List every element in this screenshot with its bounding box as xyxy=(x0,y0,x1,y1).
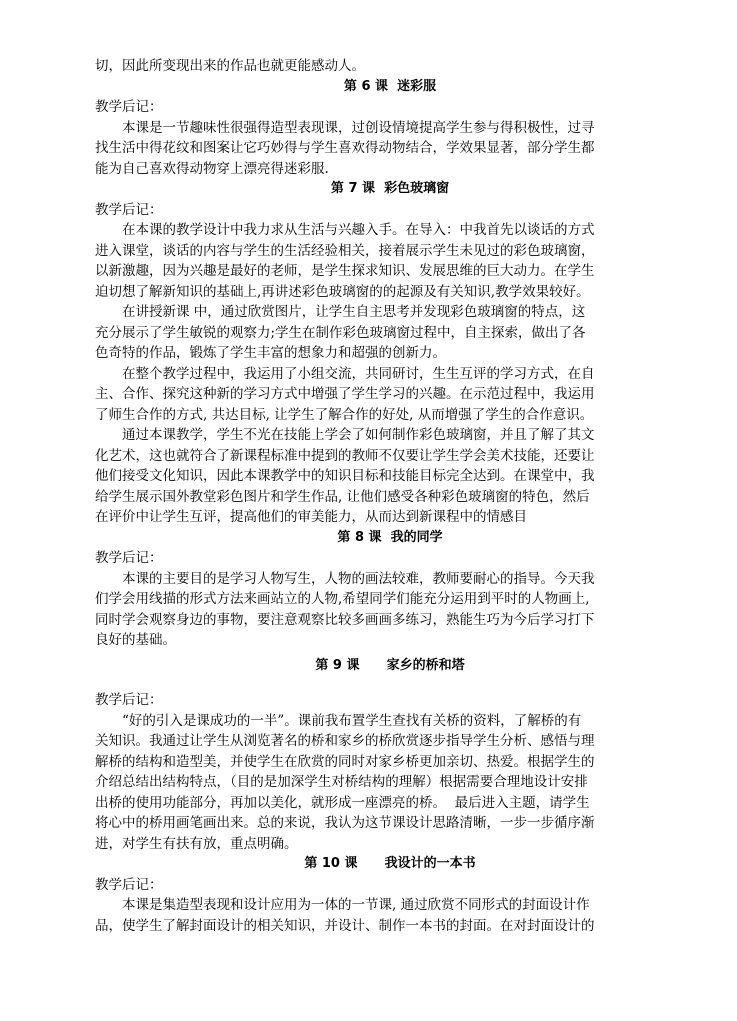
lesson-10-heading: 第 10 课 我设计的一本书 xyxy=(304,856,476,871)
blank-line xyxy=(95,676,685,690)
text-line: 找生活中得花纹和图案让它巧妙得与学生喜欢得动物结合，学效果显著，部分学生都 xyxy=(95,140,595,156)
text-line: 们学会用线描的形式方法来画站立的人物,希望同学们能充分运用到平时的人物画上, xyxy=(95,591,590,607)
text-line: 将心中的桥用画笔画出来。总的来说，我认为这节课设计思路清晰，一步一步循序渐 xyxy=(95,815,595,831)
text-line: 色奇特的作品，锻炼了学生丰富的想象力和超强的创新力。 xyxy=(95,345,446,361)
text-line: 同时学会观察身边的事物，要注意观察比较多画画多练习，熟能生巧为今后学习打下 xyxy=(95,611,595,628)
text-line: 主、合作、探究这种新的学习方式中增强了学生学习的兴趣。在示范过程中，我运用 xyxy=(95,386,595,402)
notes-label: 教学后记： xyxy=(95,692,163,708)
paragraph-first-line: 本课的主要目的是学习人物写生，人物的画法较难，教师要耐心的指导。今天我 xyxy=(122,570,595,587)
paragraph-first-line: 在讲授新课 中，通过欣赏图片，让学生自主思考并发现彩色玻璃窗的特点，这 xyxy=(122,304,586,320)
text-line: 介绍总结出结构特点，（目的是加深学生对桥结构的理解）根据需要合理地设计安排 xyxy=(95,774,588,790)
text-line: 了师生合作的方式, 共达目标, 让学生了解合作的好处, 从而增强了学生的合作意识。 xyxy=(95,406,594,423)
text-line: 关知识。我通过让学生从浏览著名的桥和家乡的桥欣赏逐步指导学生分析、感悟与理 xyxy=(95,733,595,749)
paragraph-first-line: 在整个教学过程中，我运用了小组交流，共同研讨，生生互评的学习方式，在自 xyxy=(122,365,595,382)
lesson-8-heading: 第 8 课 我的同学 xyxy=(337,529,443,545)
text-line: 迫切想了解新知识的基础上,再讲述彩色玻璃窗的的起源及有关知识,教学效果较好。 xyxy=(95,283,590,300)
paragraph-first-line: 在本课的教学设计中我力求从生活与兴趣入手。在导入：中我首先以谈话的方式 xyxy=(122,222,595,238)
paragraph-first-line: 本课是集造型表现和设计应用为一体的一节课, 通过欣赏不同形式的封面设计作 xyxy=(122,897,590,913)
text-line: 能为自己喜欢得动物穿上漂亮得迷彩服. xyxy=(95,160,329,177)
text-line: 以新激趣，因为兴趣是最好的老师，是学生探求知识、发展思维的巨大动力。在学生 xyxy=(95,263,595,279)
text-line: 解桥的结构和造型美，并使学生在欣赏的同时对家乡桥更加亲切、热爱。根据学生的 xyxy=(95,753,595,770)
text-line: 品，使学生了解封面设计的相关知识，并设计、制作一本书的封面。在对封面设计的 xyxy=(95,917,595,934)
text-line: 充分展示了学生敏锐的观察力;学生在制作彩色玻璃窗过程中，自主探索，做出了各 xyxy=(95,324,586,341)
text-line: 切，因此所变现出来的作品也就更能感动人。 xyxy=(95,58,365,74)
notes-label: 教学后记： xyxy=(95,876,163,893)
paragraph-first-line: 本课是一节趣味性很强得造型表现课，过创设情境提高学生参与得积极性，过寻 xyxy=(122,119,595,136)
lesson-7-heading: 第 7 课 彩色玻璃窗 xyxy=(330,181,450,196)
paragraph-first-line: “好的引入是课成功的一半”。课前我布置学生查找有关桥的资料，了解桥的有 xyxy=(122,712,582,729)
notes-label: 教学后记： xyxy=(95,550,163,566)
lesson-9-heading: 第 9 课 家乡的桥和塔 xyxy=(315,657,465,673)
text-line: 进，对学生有扶有放，重点明确。 xyxy=(95,835,298,852)
text-line: 良好的基础。 xyxy=(95,632,176,648)
notes-label: 教学后记： xyxy=(95,201,163,218)
text-line: 他们接受文化知识，因此本课教学中的知识目标和技能目标完全达到。在课堂中，我 xyxy=(95,468,595,484)
text-line: 在评价中让学生互评，提高他们的审美能力，从而达到新课程中的情感目 xyxy=(95,509,527,525)
lesson-6-heading: 第 6 课 迷彩服 xyxy=(343,78,437,94)
text-line: 给学生展示国外教堂彩色图片和学生作品, 让他们感受各种彩色玻璃窗的特色，然后 xyxy=(95,488,590,505)
document-page xyxy=(95,56,685,936)
text-line: 进入课堂，谈话的内容与学生的生活经验相关，接着展示学生未见过的彩色玻璃窗， xyxy=(95,242,595,259)
text-line: 化艺术，这也就符合了新课程标准中提到的教师不仅要让学生学会美术技能，还要让 xyxy=(95,447,595,464)
notes-label: 教学后记： xyxy=(95,99,163,115)
paragraph-first-line: 通过本课教学，学生不光在技能上学会了如何制作彩色玻璃窗，并且了解了其文 xyxy=(122,427,595,443)
text-line: 出桥的使用功能部分，再加以美化，就形成一座漂亮的桥。 最后进入主题，请学生 xyxy=(95,794,590,811)
